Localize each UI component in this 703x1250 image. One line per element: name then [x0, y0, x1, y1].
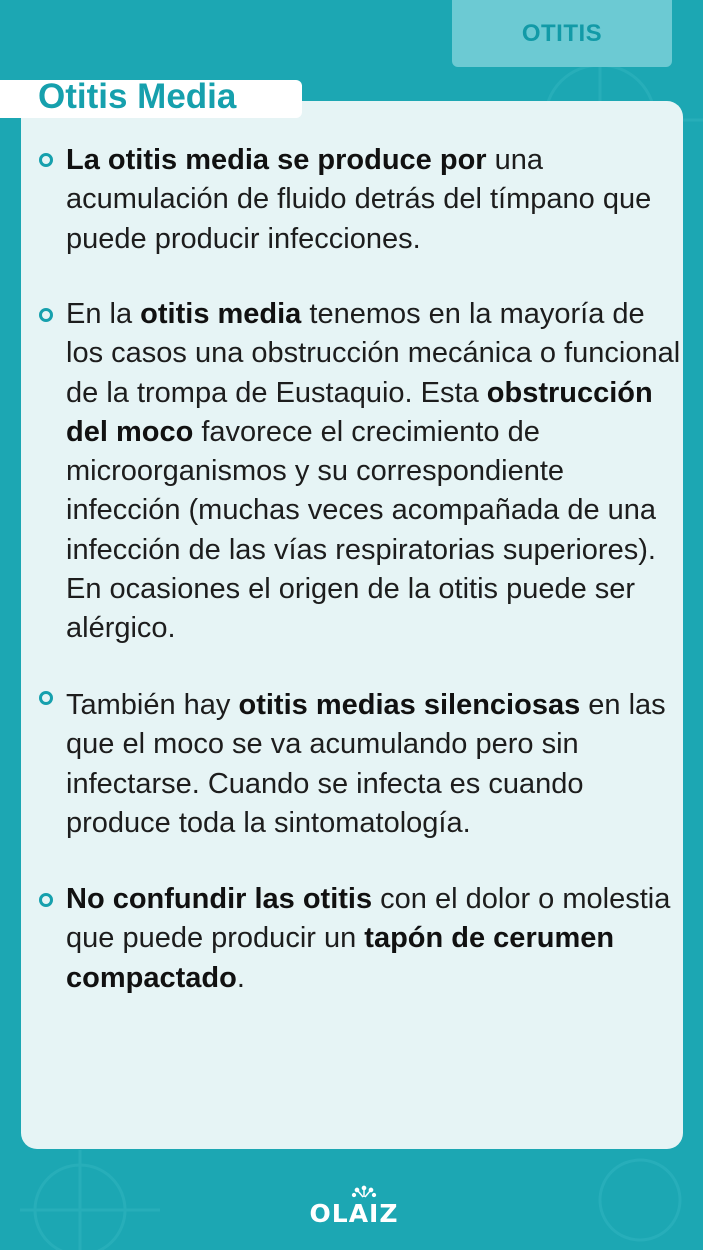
list-item-text	[66, 880, 686, 998]
bullet-icon	[39, 893, 53, 907]
bold-text: otitis media	[140, 298, 302, 330]
bold-text: tapón de cerumen compactado	[66, 922, 615, 994]
text: en las que el moco se va acumulando pero sin infectarse. Cuando se infecta es cuando produce toda la sintomatología.	[66, 689, 666, 839]
list-item-text	[66, 686, 686, 843]
bold-text: No confundir las otitis	[66, 883, 373, 915]
text: .	[236, 961, 245, 994]
text: En la	[66, 298, 141, 330]
bold-text: obstrucción del moco	[66, 376, 653, 448]
list-item-text	[66, 141, 686, 259]
list-item-text	[66, 295, 686, 649]
category-tab[interactable]	[452, 0, 672, 67]
text: una acumulación de fluido detrás del tímpano que puede producir infecciones.	[66, 144, 652, 255]
text: con el dolor o molestia que puede producir un	[66, 883, 671, 955]
category-tab-label: OTITIS	[521, 19, 603, 47]
bullet-icon	[39, 308, 53, 322]
text: tenemos en la mayoría de los casos una obstrucción mecánica o funcional de la trompa de Eustaquio. Esta	[66, 298, 681, 409]
bullet-icon	[39, 153, 53, 167]
bold-text: La otitis media se produce por	[66, 144, 487, 176]
brand-logo	[308, 1185, 400, 1231]
bullet-icon	[39, 691, 53, 705]
page-title: Otitis Media	[38, 77, 237, 116]
text: favorece el crecimiento de microorganismos y su correspondiente infección (muchas veces acompañada de una infección de las vías respiratorias superiores). En ocasiones el origen de la otitis puede ser alérgico.	[66, 415, 657, 645]
text: También hay	[66, 689, 239, 721]
bold-text: otitis medias silenciosas	[238, 689, 581, 721]
logo-text: OLAIZ	[309, 1199, 399, 1228]
